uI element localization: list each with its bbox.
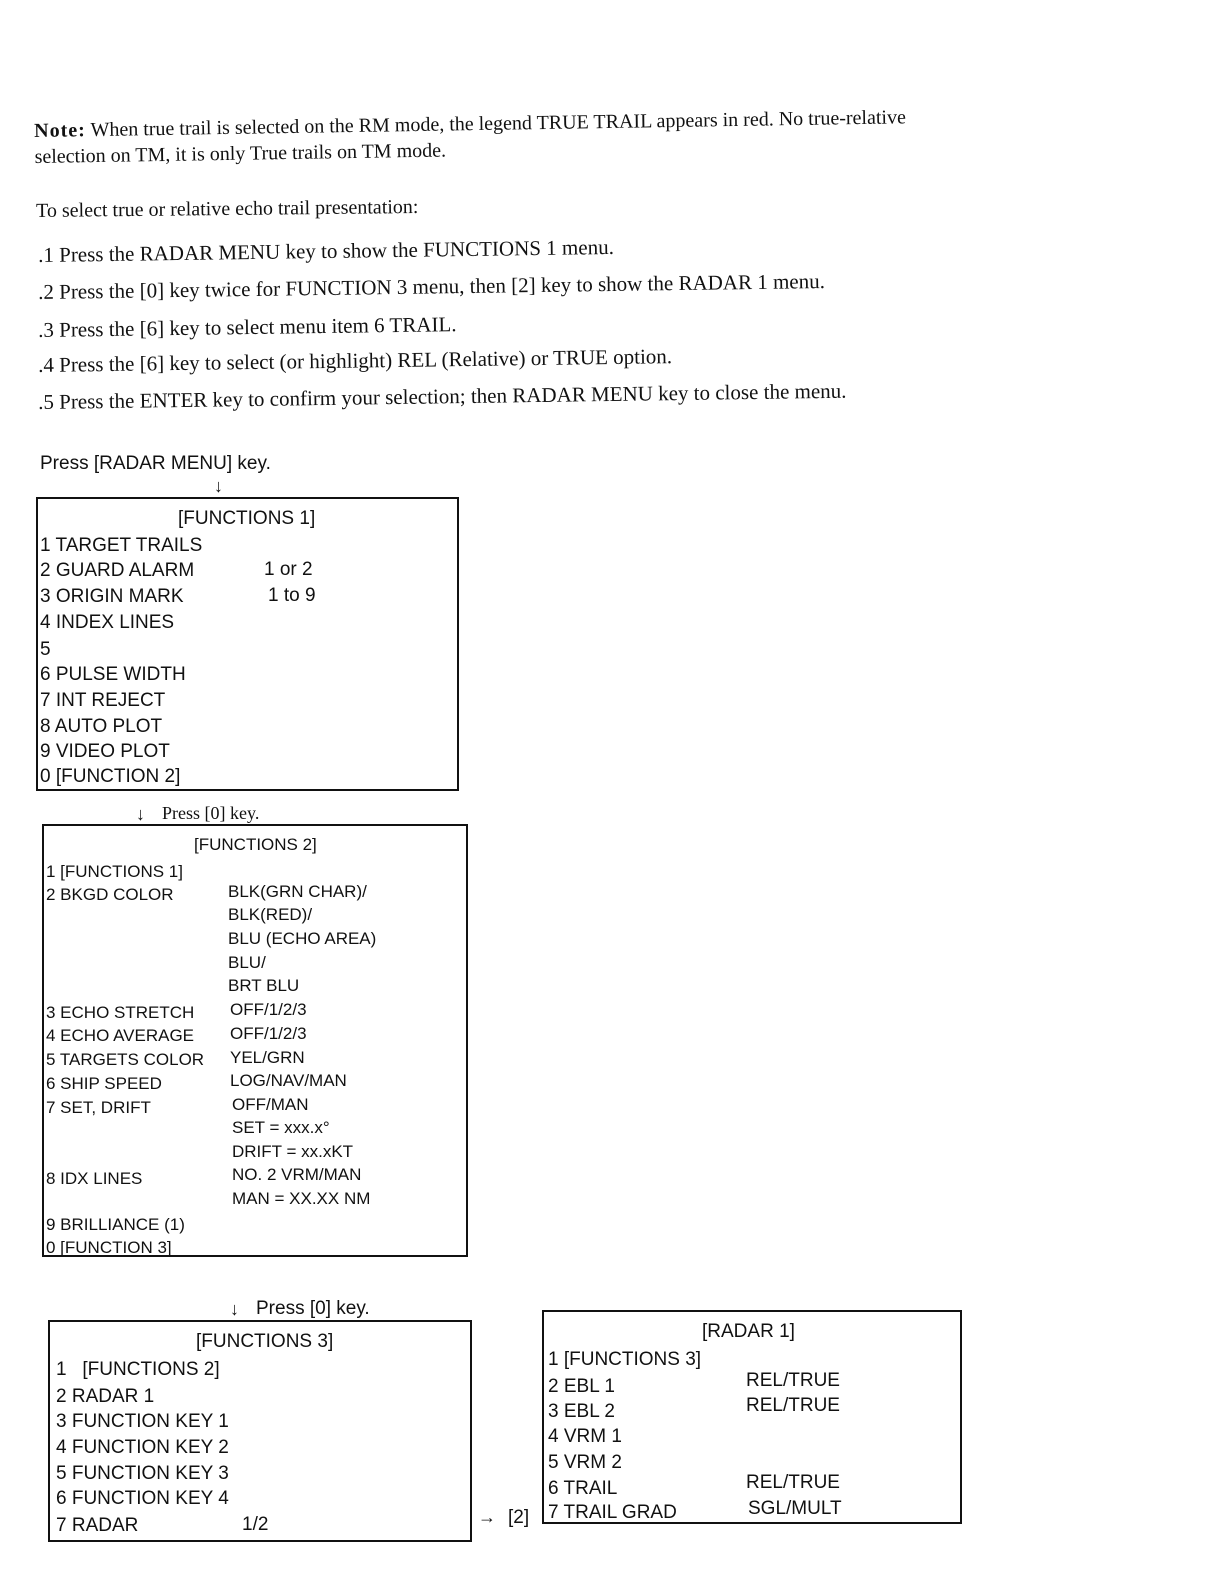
functions-1-title: [FUNCTIONS 1]	[178, 508, 316, 529]
menu-item-function-2[interactable]: 0 [FUNCTION 2]	[40, 766, 181, 787]
idx-lines-man-value: MAN = XX.XX NM	[232, 1189, 371, 1208]
menu-item-radar[interactable]: 7 RADAR	[56, 1515, 139, 1536]
note-paragraph	[34, 104, 955, 170]
menu-item-auto-plot[interactable]: 8 AUTO PLOT	[40, 716, 163, 737]
step-5: .5 Press the ENTER key to confirm your selection; then RADAR MENU key to close the menu.	[38, 378, 847, 414]
menu-item-5[interactable]: 5	[40, 639, 51, 660]
bkgd-color-value-2: BLK(RED)/	[228, 905, 313, 924]
right-arrow-icon: →	[478, 1507, 496, 1527]
echo-stretch-value: OFF/1/2/3	[230, 1000, 307, 1019]
set-value: SET = xxx.x°	[232, 1118, 330, 1137]
ebl-2-value: REL/TRUE	[746, 1395, 840, 1416]
menu-item-origin-mark[interactable]: 3 ORIGIN MARK	[40, 586, 184, 607]
intro-text: To select true or relative echo trail presentation:	[36, 195, 419, 222]
menu-item-vrm-1[interactable]: 4 VRM 1	[548, 1426, 622, 1447]
radar-1-menu	[542, 1310, 962, 1524]
menu-item-function-key-3[interactable]: 5 FUNCTION KEY 3	[56, 1463, 229, 1484]
menu-item-ebl-2[interactable]: 3 EBL 2	[548, 1401, 615, 1422]
menu-item-trail[interactable]: 6 TRAIL	[548, 1478, 618, 1499]
step-2: .2 Press the [0] key twice for FUNCTION 3 menu, then [2] key to show the RADAR 1 menu.	[38, 269, 826, 304]
ship-speed-value: LOG/NAV/MAN	[230, 1071, 347, 1090]
menu-item-pulse-width[interactable]: 6 PULSE WIDTH	[40, 664, 186, 685]
menu-item-functions-2[interactable]: 1 [FUNCTIONS 2]	[56, 1359, 220, 1380]
origin-mark-value: 1 to 9	[268, 585, 316, 606]
down-arrow-icon: ↓	[214, 476, 223, 496]
menu-item-functions-3[interactable]: 1 [FUNCTIONS 3]	[548, 1349, 702, 1370]
radar-1-title: [RADAR 1]	[702, 1321, 795, 1342]
menu-item-function-key-2[interactable]: 4 FUNCTION KEY 2	[56, 1437, 229, 1458]
menu-item-ebl-1[interactable]: 2 EBL 1	[548, 1376, 615, 1397]
menu-item-brilliance[interactable]: 9 BRILLIANCE (1)	[46, 1215, 185, 1234]
step-1: .1 Press the RADAR MENU key to show the FUNCTIONS 1 menu.	[38, 234, 615, 267]
bkgd-color-value-4: BLU/	[228, 953, 266, 972]
functions-3-menu	[48, 1320, 472, 1542]
down-arrow-icon: ↓	[230, 1299, 239, 1319]
functions-2-menu	[42, 824, 468, 1257]
idx-lines-value: NO. 2 VRM/MAN	[232, 1165, 362, 1184]
press-radar-menu-label: Press [RADAR MENU] key.	[40, 453, 271, 474]
step-4: .4 Press the [6] key to select (or highlight) REL (Relative) or TRUE option.	[38, 344, 673, 377]
menu-item-vrm-2[interactable]: 5 VRM 2	[548, 1452, 622, 1473]
menu-item-int-reject[interactable]: 7 INT REJECT	[40, 690, 166, 711]
menu-item-video-plot[interactable]: 9 VIDEO PLOT	[40, 741, 170, 762]
menu-item-function-3[interactable]: 0 [FUNCTION 3]	[46, 1238, 172, 1257]
down-arrow-icon: ↓	[136, 804, 145, 824]
menu-item-idx-lines[interactable]: 8 IDX LINES	[46, 1169, 143, 1188]
trail-grad-value: SGL/MULT	[748, 1498, 842, 1519]
drift-value: DRIFT = xx.xKT	[232, 1142, 354, 1161]
functions-3-title: [FUNCTIONS 3]	[196, 1331, 334, 1352]
note-label: Note:	[34, 119, 87, 142]
menu-item-index-lines[interactable]: 4 INDEX LINES	[40, 612, 175, 633]
functions-2-title: [FUNCTIONS 2]	[194, 835, 317, 854]
menu-item-set-drift[interactable]: 7 SET, DRIFT	[46, 1098, 151, 1117]
press-0-label: Press [0] key.	[162, 803, 260, 823]
bkgd-color-value-1: BLK(GRN CHAR)/	[228, 882, 367, 901]
functions-1-menu	[36, 497, 459, 791]
menu-item-guard-alarm[interactable]: 2 GUARD ALARM	[40, 560, 195, 581]
bkgd-color-value-3: BLU (ECHO AREA)	[228, 929, 377, 948]
targets-color-value: YEL/GRN	[230, 1048, 305, 1067]
press-0-label: Press [0] key.	[256, 1298, 370, 1319]
set-drift-value: OFF/MAN	[232, 1095, 309, 1114]
bkgd-color-value-5: BRT BLU	[228, 976, 300, 995]
menu-item-functions-1[interactable]: 1 [FUNCTIONS 1]	[46, 862, 183, 881]
step-3: .3 Press the [6] key to select menu item 6 TRAIL.	[38, 312, 457, 342]
menu-item-function-key-1[interactable]: 3 FUNCTION KEY 1	[56, 1411, 229, 1432]
menu-item-function-key-4[interactable]: 6 FUNCTION KEY 4	[56, 1488, 229, 1509]
menu-item-targets-color[interactable]: 5 TARGETS COLOR	[46, 1050, 205, 1069]
press-2-label: [2]	[508, 1507, 530, 1528]
guard-alarm-value: 1 or 2	[264, 559, 313, 580]
menu-item-bkgd-color[interactable]: 2 BKGD COLOR	[46, 885, 174, 904]
menu-item-target-trails[interactable]: 1 TARGET TRAILS	[40, 535, 203, 556]
trail-value: REL/TRUE	[746, 1472, 840, 1493]
note-text: When true trail is selected on the RM mode, the legend TRUE TRAIL appears in red. No true-relative selection on TM, it is only True trails on TM mode.	[34, 106, 907, 168]
menu-item-ship-speed[interactable]: 6 SHIP SPEED	[46, 1074, 162, 1093]
echo-average-value: OFF/1/2/3	[230, 1024, 307, 1043]
ebl-1-value: REL/TRUE	[746, 1370, 840, 1391]
menu-item-radar-1[interactable]: 2 RADAR 1	[56, 1386, 155, 1407]
menu-item-trail-grad[interactable]: 7 TRAIL GRAD	[548, 1502, 677, 1523]
menu-item-echo-stretch[interactable]: 3 ECHO STRETCH	[46, 1003, 195, 1022]
menu-item-echo-average[interactable]: 4 ECHO AVERAGE	[46, 1026, 195, 1045]
radar-value: 1/2	[242, 1514, 269, 1535]
